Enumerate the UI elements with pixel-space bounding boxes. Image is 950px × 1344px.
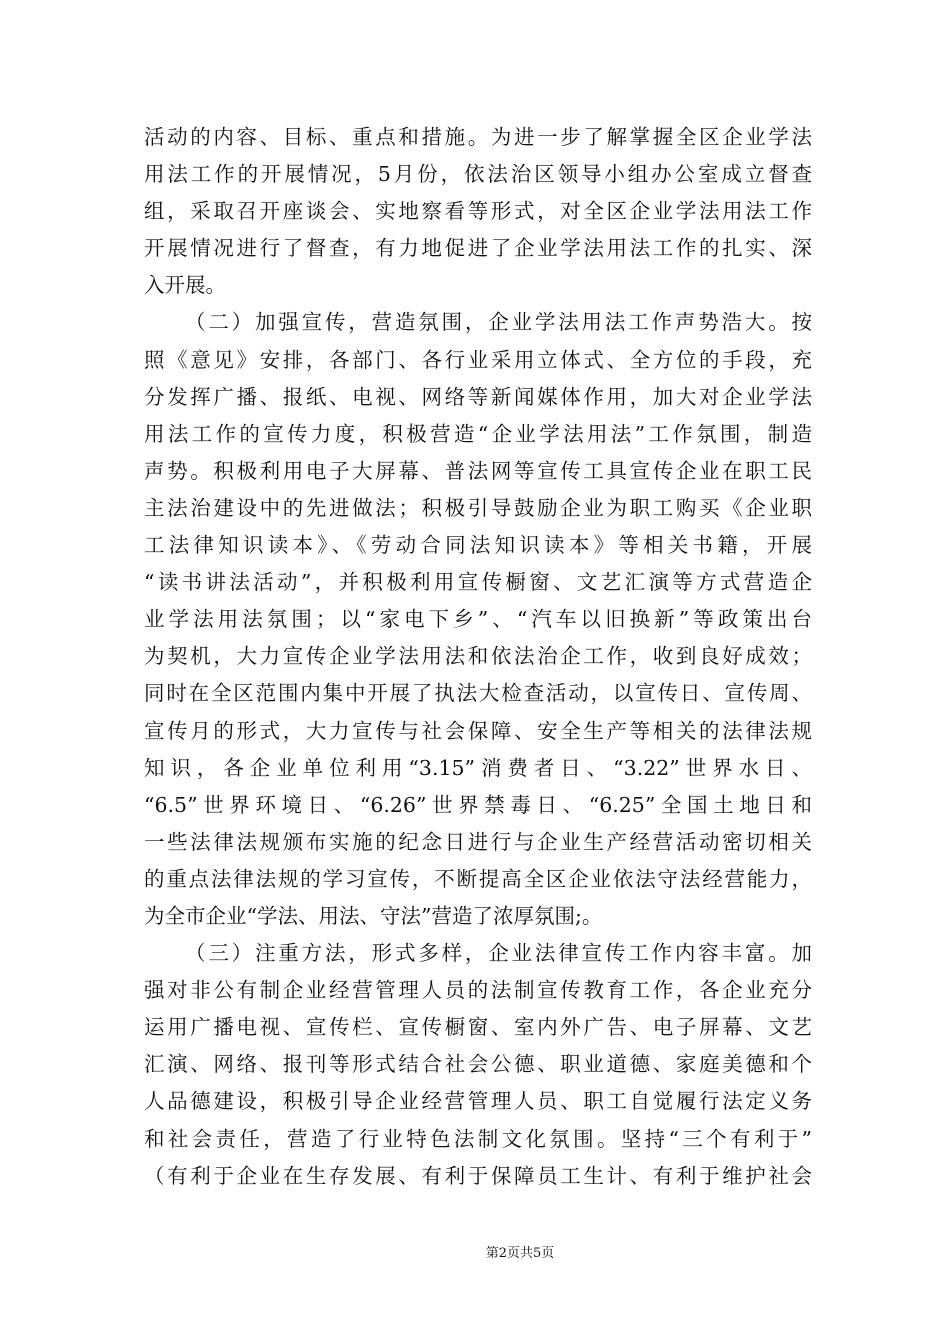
text-line: 强对非公有制企业经营管理人员的法制宣传教育工作，各企业充分 [144, 978, 812, 1003]
text-line: 宣传月的形式，大力宣传与社会保障、安全生产等相关的法律法规 [144, 718, 812, 743]
text-line: 组，采取召开座谈会、实地察看等形式，对全区企业学法用法工作 [144, 199, 812, 224]
document-body [144, 119, 812, 1195]
paragraph-first-line: （二）加强宣传，营造氛围，企业学法用法工作声势浩大。按 [185, 310, 812, 335]
text-line: 为契机，大力宣传企业学法用法和依法治企工作，收到良好成效； [144, 644, 812, 669]
page-number: 第2页共5页 [485, 1246, 555, 1261]
text-line: 业学法用法氛围；以“家电下乡”、“汽车以旧换新”等政策出台 [144, 607, 812, 632]
text-line: “读书讲法活动”，并积极利用宣传橱窗、文艺汇演等方式营造企 [144, 570, 812, 595]
text-line: 用法工作的宣传力度，积极营造“企业学法用法”工作氛围，制造 [144, 421, 812, 446]
text-line: 声势。积极利用电子大屏幕、普法网等宣传工具宣传企业在职工民 [144, 458, 812, 483]
text-line: 运用广播电视、宣传栏、宣传橱窗、室内外广告、电子屏幕、文艺 [144, 1015, 812, 1040]
text-line: 同时在全区范围内集中开展了执法大检查活动，以宣传日、宣传周、 [144, 681, 812, 706]
text-line: 分发挥广播、报纸、电视、网络等新闻媒体作用，加大对企业学法 [144, 384, 812, 409]
text-line: 开展情况进行了督查，有力地促进了企业学法用法工作的扎实、深 [144, 236, 812, 261]
text-line: 用法工作的开展情况，5月份，依法治区领导小组办公室成立督查 [144, 162, 812, 187]
text-line: 和社会责任，营造了行业特色法制文化氛围。坚持“三个有利于” [144, 1126, 812, 1151]
text-line: 活动的内容、目标、重点和措施。为进一步了解掌握全区企业学法 [144, 125, 812, 149]
text-line: 知识，各企业单位利用“3.15”消费者日、“3.22”世界水日、 [144, 755, 812, 780]
text-line: 主法治建设中的先进做法；积极引导鼓励企业为职工购买《企业职 [144, 495, 812, 520]
text-line: （有利于企业在生存发展、有利于保障员工生计、有利于维护社会 [144, 1163, 812, 1188]
text-line: 照《意见》安排，各部门、各行业采用立体式、全方位的手段，充 [144, 347, 812, 372]
text-line: 入开展。 [144, 273, 226, 298]
text-line: 的重点法律法规的学习宣传，不断提高全区企业依法守法经营能力， [144, 866, 812, 891]
text-line: 汇演、网络、报刊等形式结合社会公德、职业道德、家庭美德和个 [144, 1052, 812, 1077]
text-line: “6.5”世界环境日、“6.26”世界禁毒日、“6.25”全国土地日和 [144, 792, 812, 817]
text-line: 工法律知识读本》、《劳动合同法知识读本》等相关书籍，开展 [144, 533, 812, 558]
text-line: 人品德建设，积极引导企业经营管理人员、职工自觉履行法定义务 [144, 1089, 812, 1114]
paragraph-first-line: （三）注重方法，形式多样，企业法律宣传工作内容丰富。加 [185, 941, 812, 966]
text-line: 一些法律法规颁布实施的纪念日进行与企业生产经营活动密切相关 [144, 829, 812, 854]
text-line: 为全市企业“学法、用法、守法”营造了浓厚氛围;。 [144, 903, 603, 928]
